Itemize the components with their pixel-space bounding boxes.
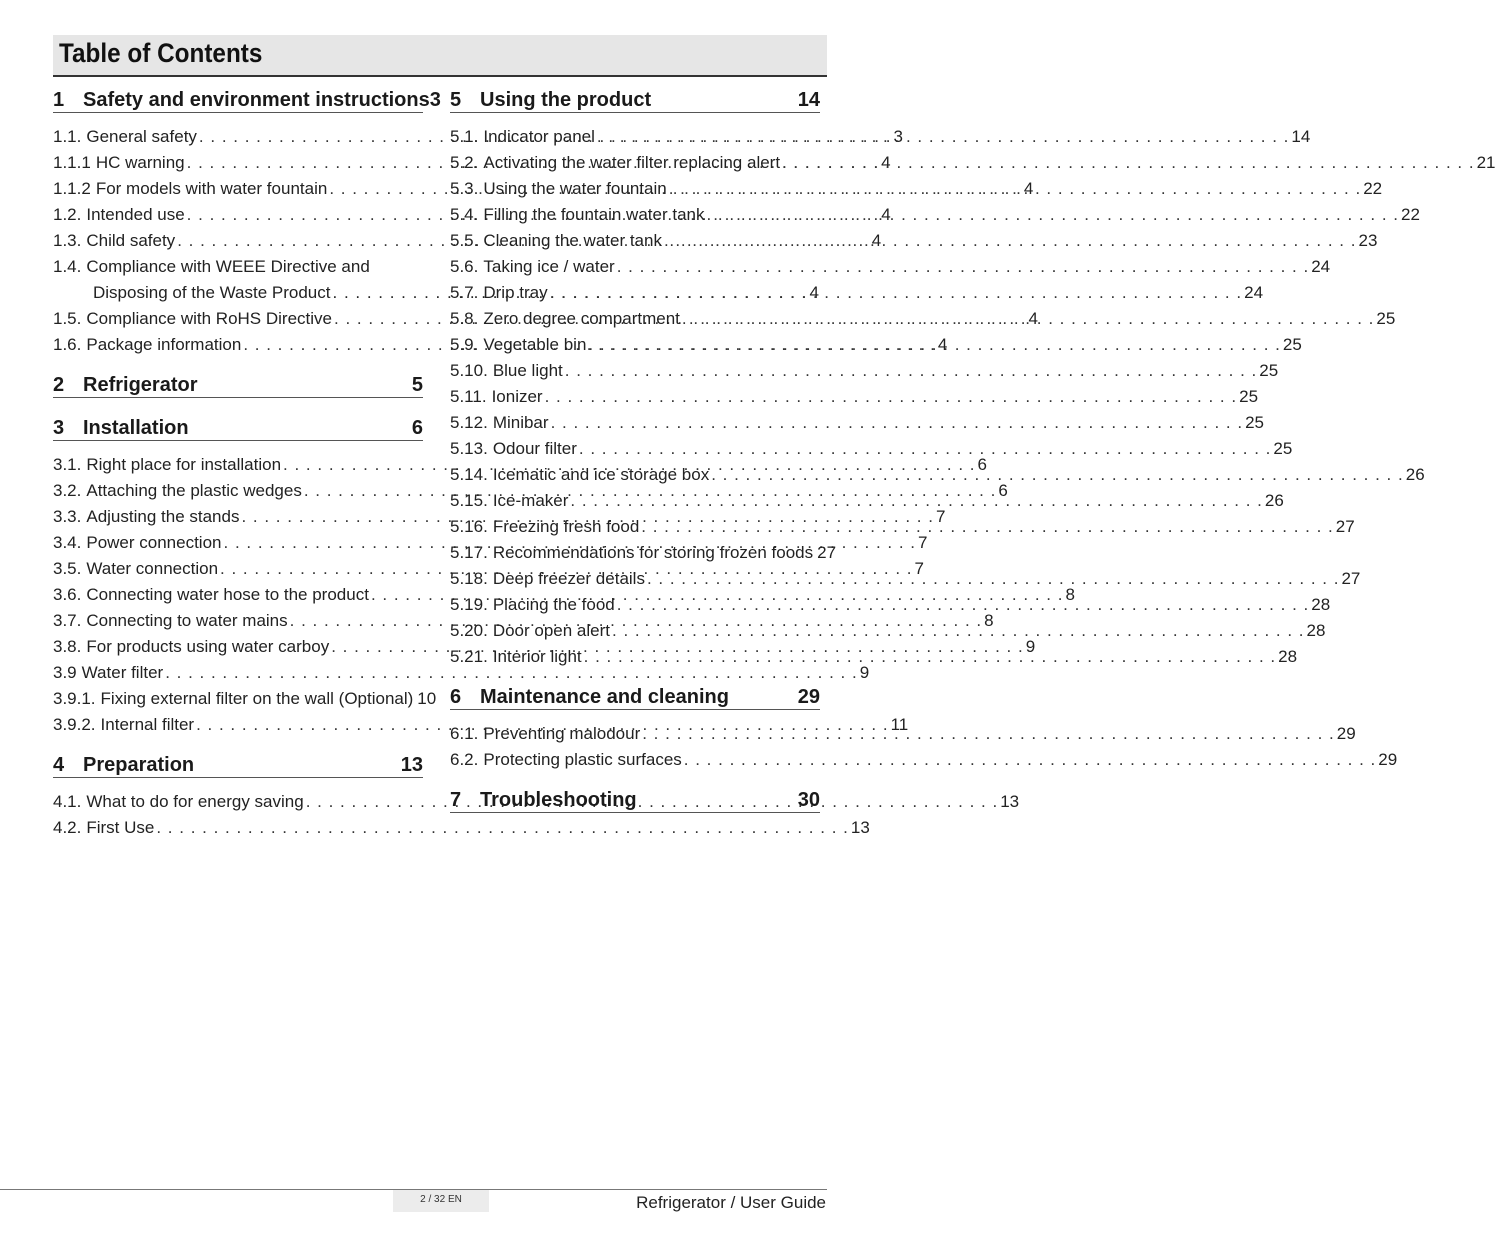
- entry-page: 26: [1405, 465, 1425, 484]
- entry-number: 1.5.: [53, 309, 82, 328]
- entry-title: Water filter: [81, 663, 164, 682]
- toc-entry[interactable]: [450, 589, 1331, 615]
- entry-title: Minibar: [492, 413, 549, 432]
- entry-number: 5.3.: [450, 179, 479, 198]
- toc-entry[interactable]: [450, 303, 1396, 329]
- entry-title: For models with water fountain: [95, 179, 328, 198]
- entry-page: 7: [918, 533, 928, 552]
- entry-page: 9: [1025, 637, 1036, 656]
- entry-number: 5.18.: [450, 569, 488, 588]
- entry-page: 4: [809, 283, 819, 302]
- entry-number: 5.2.: [450, 153, 479, 172]
- entry-page: 10: [417, 689, 437, 708]
- toc-entry[interactable]: [450, 329, 1302, 355]
- entry-title: Power connection: [86, 533, 222, 552]
- entry-title: What to do for energy saving: [86, 792, 304, 811]
- entry-page: 6: [998, 481, 1008, 500]
- entry-page: 4: [1023, 179, 1034, 198]
- entry-title: Freezing fresh food: [492, 517, 640, 536]
- entry-title: Attaching the plastic wedges: [86, 481, 302, 500]
- entry-title: Deep freezer details: [492, 569, 645, 588]
- entry-number: 5.21.: [450, 647, 488, 666]
- entry-page: 25: [1239, 387, 1259, 406]
- section-number: 7: [450, 789, 462, 811]
- toc-entry[interactable]: [450, 563, 1361, 589]
- entry-page: 7: [914, 559, 925, 578]
- page-title: Table of Contents: [59, 38, 263, 68]
- toc-entry[interactable]: [450, 173, 1383, 199]
- entry-number: 1.4.: [53, 257, 82, 276]
- entry-title: General safety: [86, 127, 197, 146]
- section-heading[interactable]: [450, 84, 820, 113]
- entry-title: Protecting plastic surfaces: [483, 750, 682, 769]
- entry-page: 6: [977, 455, 988, 474]
- entry-page: 4: [881, 153, 891, 172]
- dot-leader: [597, 127, 1290, 147]
- entry-number: 5.4.: [450, 205, 479, 224]
- entry-number: 3.9.1.: [53, 689, 96, 708]
- section-title: Safety and environment instructions: [83, 89, 430, 111]
- entry-number: 1.1.1: [53, 153, 91, 172]
- entry-page: 29: [1336, 724, 1356, 743]
- section-heading[interactable]: [450, 784, 820, 813]
- toc-entry[interactable]: [450, 641, 1298, 667]
- entry-number: 5.16.: [450, 517, 488, 536]
- section-page: 29: [797, 686, 820, 708]
- entry-number: 3.6.: [53, 585, 82, 604]
- toc-entry[interactable]: [450, 615, 1326, 641]
- dot-leader: [664, 231, 1357, 251]
- entry-title: HC warning: [95, 153, 185, 172]
- entry-number: 3.7.: [53, 611, 82, 630]
- entry-title: Ice-maker: [492, 491, 569, 510]
- dot-leader: [669, 179, 1362, 199]
- dot-leader: [647, 569, 1340, 589]
- toc-entry[interactable]: [450, 147, 1496, 173]
- dot-leader: [684, 750, 1377, 770]
- entry-title: Odour filter: [492, 439, 577, 458]
- section-heading[interactable]: [53, 84, 441, 113]
- entry-page: 4: [871, 231, 882, 250]
- toc-entry[interactable]: [450, 251, 1331, 277]
- section-page: 14: [797, 89, 820, 111]
- entry-page: 23: [1358, 231, 1378, 250]
- entry-title: Intended use: [86, 205, 185, 224]
- entry-number: 5.20.: [450, 621, 488, 640]
- entry-title: Vegetable bin: [483, 335, 587, 354]
- section-heading[interactable]: [53, 369, 423, 398]
- dot-leader: [550, 283, 1243, 303]
- section-title: Installation: [83, 417, 189, 439]
- entry-title: Indicator panel: [483, 127, 595, 146]
- entry-title: Child safety: [86, 231, 176, 250]
- section-number: 5: [450, 89, 462, 111]
- entry-title: Interior light: [492, 647, 582, 666]
- dot-leader: [641, 517, 1334, 537]
- dot-leader: [642, 724, 1335, 744]
- entry-page: 28: [1311, 595, 1331, 614]
- section-number: 4: [53, 754, 65, 776]
- section-heading[interactable]: [53, 749, 423, 778]
- toc-entry[interactable]: [450, 537, 837, 563]
- entry-page: 29: [1378, 750, 1398, 769]
- entry-page: 13: [850, 818, 870, 837]
- toc-entry[interactable]: [450, 744, 1398, 770]
- entry-number: 5.11.: [450, 387, 487, 406]
- entry-title: Zero degree compartment: [483, 309, 680, 328]
- section-page: 13: [400, 754, 423, 776]
- entry-number: 5.9.: [450, 335, 479, 354]
- entry-number: 6.1.: [450, 724, 479, 743]
- entry-title: Recommendations for storing frozen foods: [492, 543, 814, 562]
- toc-entry[interactable]: [450, 355, 1279, 381]
- toc-section-2: [53, 369, 423, 398]
- entry-page: 22: [1363, 179, 1383, 198]
- entry-page: 25: [1245, 413, 1264, 432]
- title-bar: [53, 35, 827, 77]
- entry-page: 4: [1028, 309, 1038, 328]
- dot-leader: [588, 335, 1281, 355]
- dot-leader: [782, 153, 1475, 173]
- toc-entry[interactable]: [53, 812, 870, 838]
- entry-page: 27: [1335, 517, 1355, 536]
- entry-title: Adjusting the stands: [86, 507, 240, 526]
- entry-number: 5.15.: [450, 491, 488, 510]
- entry-title: Blue light: [492, 361, 563, 380]
- entry-page: 25: [1273, 439, 1293, 458]
- entry-line-1: [53, 251, 423, 277]
- entry-title: Using the water fountain: [483, 179, 667, 198]
- entry-number: 5.8.: [450, 309, 479, 328]
- entry-number: 3.9: [53, 663, 77, 682]
- entry-page: 25: [1376, 309, 1396, 328]
- entry-title: Activating the water filter replacing alert: [483, 153, 781, 172]
- toc-entry[interactable]: [450, 225, 1378, 251]
- toc-right-column: [450, 84, 1496, 827]
- toc-entry[interactable]: [450, 199, 1420, 225]
- entry-title: Filling the fountain water tank: [483, 205, 705, 224]
- entry-page: 26: [1264, 491, 1284, 510]
- entry-page: 4: [881, 205, 891, 224]
- section-heading[interactable]: [450, 681, 820, 710]
- entry-number: 5.10.: [450, 361, 488, 380]
- entry-number: 1.1.: [53, 127, 82, 146]
- entry-number: 5.5.: [450, 231, 479, 250]
- entry-page: 27: [817, 543, 837, 562]
- entry-page: 7: [935, 507, 946, 526]
- dot-leader: [565, 361, 1258, 381]
- entry-title: Connecting to water mains: [86, 611, 288, 630]
- entry-number: 5.13.: [450, 439, 488, 458]
- section-heading[interactable]: [53, 412, 423, 441]
- entry-page: 22: [1401, 205, 1420, 224]
- section-title: Preparation: [83, 754, 195, 776]
- entry-title: Placing the food: [492, 595, 615, 614]
- dot-leader: [706, 205, 1399, 225]
- entry-number: 5.19.: [450, 595, 488, 614]
- entry-title: Cleaning the water tank: [483, 231, 662, 250]
- section-title: Using the product: [480, 89, 652, 111]
- entry-title: Door open alert: [492, 621, 610, 640]
- dot-leader: [682, 309, 1375, 329]
- toc-section-7: [450, 784, 820, 813]
- entry-number: 1.3.: [53, 231, 82, 250]
- entry-number: 4.2.: [53, 818, 82, 837]
- entry-number: 1.6.: [53, 335, 82, 354]
- section-page: 30: [797, 789, 820, 811]
- entry-page: 28: [1278, 647, 1298, 666]
- dot-leader: [612, 621, 1305, 641]
- section-number: 2: [53, 374, 65, 396]
- toc-entry[interactable]: [450, 433, 1293, 459]
- toc-entry[interactable]: [53, 683, 437, 709]
- entry-title: For products using water carboy: [86, 637, 330, 656]
- entry-page: 27: [1341, 569, 1361, 588]
- toc-entry[interactable]: [53, 657, 870, 683]
- dot-leader: [579, 439, 1272, 459]
- entry-title: Right place for installation: [86, 455, 282, 474]
- entry-page: 4: [937, 335, 948, 354]
- toc-entry[interactable]: [450, 381, 1259, 407]
- section-title: Maintenance and cleaning: [480, 686, 729, 708]
- dot-leader: [617, 257, 1310, 277]
- entry-page: 14: [1291, 127, 1311, 146]
- page-indicator: 2 / 32 EN: [393, 1190, 489, 1212]
- entry-number: 5.17.: [450, 543, 488, 562]
- toc-entry[interactable]: [450, 277, 1264, 303]
- entry-number: 3.2.: [53, 481, 82, 500]
- section-number: 6: [450, 686, 462, 708]
- entry-number: 3.9.2.: [53, 715, 96, 734]
- entry-title: Ionizer: [491, 387, 543, 406]
- entry-number: 5.6.: [450, 257, 479, 276]
- entry-page: 25: [1282, 335, 1302, 354]
- toc-entry[interactable]: [450, 485, 1284, 511]
- entry-title: Taking ice / water: [483, 257, 615, 276]
- entry-page: 25: [1259, 361, 1279, 380]
- entry-page: 24: [1311, 257, 1331, 276]
- entry-number: 5.7.: [450, 283, 479, 302]
- toc-entry[interactable]: [450, 121, 1311, 147]
- section-title: Troubleshooting: [480, 789, 637, 811]
- entry-title: Preventing malodour: [483, 724, 641, 743]
- section-number: 3: [53, 417, 65, 439]
- entry-number: 3.5.: [53, 559, 82, 578]
- dot-leader: [545, 387, 1238, 407]
- entry-title: First Use: [86, 818, 155, 837]
- entry-title: Drip tray: [483, 283, 548, 302]
- entry-title: Internal filter: [100, 715, 195, 734]
- entry-title: Compliance with RoHS Directive: [86, 309, 332, 328]
- entry-number: 3.1.: [53, 455, 82, 474]
- toc-entry[interactable]: [450, 511, 1355, 537]
- entry-number: 3.8.: [53, 637, 82, 656]
- toc-entry[interactable]: [450, 459, 1425, 485]
- entry-page: 8: [1065, 585, 1075, 604]
- entry-number: 4.1.: [53, 792, 82, 811]
- entry-page: 8: [984, 611, 994, 630]
- entry-number: 5.1.: [450, 127, 479, 146]
- section-number: 1: [53, 89, 65, 111]
- entry-page: 9: [859, 663, 870, 682]
- entry-page: 24: [1244, 283, 1264, 302]
- entry-number: 5.14.: [450, 465, 488, 484]
- entry-number: 3.3.: [53, 507, 82, 526]
- entry-page: 21: [1476, 153, 1496, 172]
- entry-title: Icematic and ice storage box: [492, 465, 710, 484]
- section-page: 3: [429, 89, 441, 111]
- dot-leader: [584, 647, 1277, 667]
- toc-entry[interactable]: [450, 407, 1264, 433]
- entry-title: Package information: [86, 335, 242, 354]
- section-page: 5: [411, 374, 423, 396]
- entry-number: 1.1.2: [53, 179, 91, 198]
- entry-number: 5.12.: [450, 413, 488, 432]
- dot-leader: [711, 465, 1404, 485]
- entry-number: 6.2.: [450, 750, 479, 769]
- toc-section-5: [450, 84, 1496, 667]
- dot-leader: [617, 595, 1310, 615]
- footer-guide-title: Refrigerator / User Guide: [636, 1193, 826, 1212]
- entry-title: Fixing external filter on the wall (Optional): [100, 689, 414, 708]
- dot-leader: [551, 413, 1244, 433]
- section-title: Refrigerator: [83, 374, 198, 396]
- entry-number: 1.2.: [53, 205, 82, 224]
- entry-page: 13: [1000, 792, 1020, 811]
- dot-leader: [570, 491, 1263, 511]
- entry-title-continued: Disposing of the Waste Product: [93, 283, 331, 302]
- entry-title: Water connection: [86, 559, 219, 578]
- entry-title: Compliance with WEEE Directive and: [86, 257, 370, 276]
- section-page: 6: [411, 417, 423, 439]
- entry-page: 11: [890, 715, 909, 734]
- entry-page: 28: [1306, 621, 1326, 640]
- entry-number: 3.4.: [53, 533, 82, 552]
- entry-title: Connecting water hose to the product: [86, 585, 369, 604]
- entry-page: 3: [893, 127, 903, 146]
